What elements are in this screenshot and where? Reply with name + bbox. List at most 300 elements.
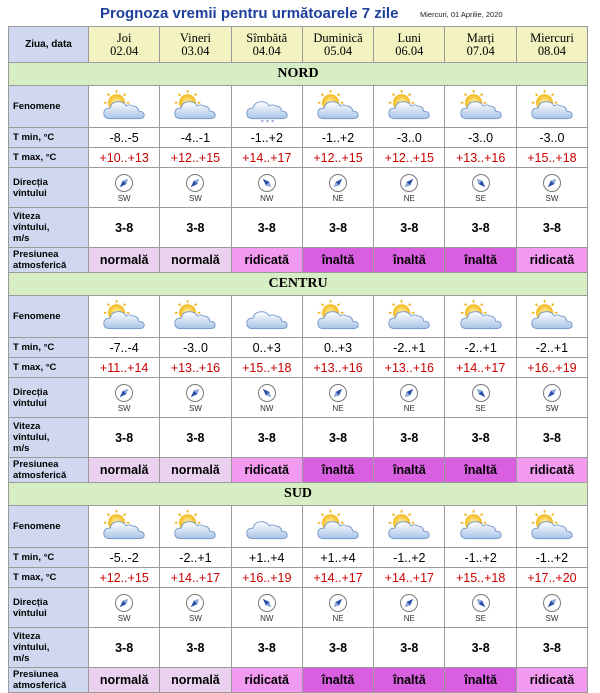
row-label	[9, 128, 89, 148]
phenomena-cell	[374, 506, 445, 548]
compass-arrow-icon	[399, 593, 419, 613]
pressure-value: ridicată	[516, 458, 587, 483]
tmax-value: +13..+16	[302, 358, 373, 378]
row-label-text: Fenomene	[13, 521, 61, 532]
wind-direction-label: SW	[189, 193, 202, 203]
tmin-value: -1..+2	[231, 128, 302, 148]
wind-speed-row	[9, 208, 588, 248]
row-label	[9, 418, 89, 458]
row-label-text: Viteza	[13, 421, 41, 432]
day-header	[231, 27, 302, 63]
row-label-text: Presiunea	[13, 459, 59, 470]
row-label	[9, 338, 89, 358]
wind-direction	[160, 593, 230, 623]
sun-cloud-icon	[160, 90, 230, 124]
phenomena-cell	[231, 296, 302, 338]
wind-direction	[160, 383, 230, 413]
tmax-value: +13..+16	[374, 358, 445, 378]
wind-direction	[303, 593, 373, 623]
wind-direction-label: SW	[545, 613, 559, 623]
wind-speed-value: 3-8	[374, 418, 445, 458]
row-label-text: atmosferică	[13, 470, 67, 481]
region-name: CENTRU	[9, 273, 588, 296]
day-date: 08.04	[537, 43, 566, 58]
pressure-value: normală	[89, 248, 160, 273]
wind-direction-label: SW	[117, 403, 131, 413]
pressure-value: normală	[160, 458, 231, 483]
wind-direction-cell	[89, 168, 160, 208]
compass-arrow-icon	[542, 593, 562, 613]
wind-direction	[374, 173, 444, 203]
day-date: 05.04	[323, 43, 353, 58]
row-label	[9, 208, 89, 248]
wind-speed-row	[9, 418, 588, 458]
day-name: Miercuri	[530, 30, 574, 45]
wind-direction-cell	[445, 588, 516, 628]
tmax-value: +16..+19	[231, 568, 302, 588]
wind-direction	[303, 383, 373, 413]
sun-cloud-icon	[445, 510, 515, 544]
sun-cloud-icon	[89, 510, 159, 544]
wind-direction-label: SW	[117, 193, 131, 203]
tmin-value: -4..-1	[160, 128, 231, 148]
wind-direction-label: NE	[403, 193, 415, 203]
region-name: NORD	[9, 63, 588, 86]
row-label	[9, 458, 89, 483]
sun-cloud-icon	[374, 90, 444, 124]
tmin-value: -3..0	[374, 128, 445, 148]
tmin-value: -3..0	[445, 128, 516, 148]
wind-direction-label: NE	[332, 193, 344, 203]
compass-arrow-icon	[328, 173, 348, 193]
wind-direction-cell	[231, 378, 302, 418]
tmax-value: +14..+17	[302, 568, 373, 588]
wind-direction-cell	[160, 588, 231, 628]
wind-speed-value: 3-8	[302, 628, 373, 668]
wind-direction-cell	[231, 168, 302, 208]
wind-speed-value: 3-8	[516, 418, 587, 458]
phenomena-cell	[516, 506, 587, 548]
phenomena-row	[9, 86, 588, 128]
tmin-value: -1..+2	[374, 548, 445, 568]
row-label	[9, 168, 89, 208]
tmax-value: +12..+15	[89, 568, 160, 588]
compass-arrow-icon	[114, 383, 134, 403]
row-label	[9, 86, 89, 128]
phenomena-cell	[445, 86, 516, 128]
phenomena-cell	[231, 86, 302, 128]
wind-direction	[517, 593, 587, 623]
wind-direction	[89, 173, 159, 203]
wind-direction-label: NE	[403, 613, 415, 623]
row-label-text: T max, °C	[13, 152, 57, 163]
phenomena-cell	[516, 296, 587, 338]
pressure-value: înaltă	[445, 248, 516, 273]
tmax-value: +14..+17	[374, 568, 445, 588]
tmax-value: +14..+17	[445, 358, 516, 378]
day-header	[374, 27, 445, 63]
wind-direction	[89, 593, 159, 623]
wind-speed-value: 3-8	[445, 208, 516, 248]
pressure-value: înaltă	[302, 668, 373, 693]
tmin-value: +1..+4	[231, 548, 302, 568]
wind-speed-value: 3-8	[89, 208, 160, 248]
wind-direction	[517, 173, 587, 203]
compass-arrow-icon	[471, 383, 491, 403]
row-label	[9, 548, 89, 568]
wind-speed-value: 3-8	[374, 208, 445, 248]
tmin-value: -3..0	[516, 128, 587, 148]
wind-direction	[445, 173, 515, 203]
sun-cloud-icon	[374, 510, 444, 544]
wind-direction-label: SE	[475, 193, 486, 203]
days-header-label: Ziua, data	[9, 27, 89, 63]
wind-direction-label: SE	[475, 403, 486, 413]
tmax-value: +13..+16	[445, 148, 516, 168]
tmin-value: -2..+1	[374, 338, 445, 358]
sun-cloud-icon	[303, 300, 373, 334]
phenomena-cell	[302, 86, 373, 128]
compass-arrow-icon	[399, 383, 419, 403]
tmin-row	[9, 128, 588, 148]
tmax-row	[9, 568, 588, 588]
pressure-value: normală	[160, 668, 231, 693]
compass-arrow-icon	[257, 593, 277, 613]
wind-speed-value: 3-8	[160, 628, 231, 668]
phenomena-cell	[160, 506, 231, 548]
wind-speed-value: 3-8	[516, 628, 587, 668]
tmax-value: +14..+17	[231, 148, 302, 168]
tmin-value: 0..+3	[302, 338, 373, 358]
row-label	[9, 506, 89, 548]
wind-direction-cell	[516, 168, 587, 208]
wind-direction-cell	[302, 378, 373, 418]
region-header-row	[9, 273, 588, 296]
day-header	[445, 27, 516, 63]
wind-direction-label: SE	[475, 613, 486, 623]
tmin-value: -2..+1	[516, 338, 587, 358]
compass-arrow-icon	[114, 593, 134, 613]
wind-direction-cell	[516, 378, 587, 418]
wind-direction-label: NW	[260, 403, 274, 413]
row-label	[9, 568, 89, 588]
compass-arrow-icon	[114, 173, 134, 193]
sun-cloud-icon	[89, 90, 159, 124]
wind-direction-cell	[89, 588, 160, 628]
tmax-value: +15..+18	[516, 148, 587, 168]
pressure-value: ridicată	[231, 458, 302, 483]
row-label-text: vîntului	[13, 187, 47, 199]
compass-arrow-icon	[257, 173, 277, 193]
tmax-row	[9, 148, 588, 168]
phenomena-cell	[160, 86, 231, 128]
row-label-text: T min, °C	[13, 342, 55, 353]
wind-direction	[445, 593, 515, 623]
issue-date: Miercuri, 01 Aprilie, 2020	[420, 10, 503, 19]
compass-arrow-icon	[328, 383, 348, 403]
row-label-text: Fenomene	[13, 101, 61, 112]
tmax-value: +10..+13	[89, 148, 160, 168]
wind-direction	[517, 383, 587, 413]
tmin-value: -2..+1	[445, 338, 516, 358]
day-date: 04.04	[252, 43, 281, 58]
cloud-icon	[232, 300, 302, 334]
day-header	[160, 27, 231, 63]
wind-direction-cell	[89, 378, 160, 418]
tmin-row	[9, 548, 588, 568]
phenomena-cell	[374, 296, 445, 338]
phenomena-cell	[231, 506, 302, 548]
tmax-row	[9, 358, 588, 378]
row-label-text: vîntului,	[13, 642, 50, 653]
day-name: Sîmbătă	[246, 30, 288, 45]
pressure-value: normală	[89, 458, 160, 483]
tmax-value: +17..+20	[516, 568, 587, 588]
sun-cloud-icon	[445, 90, 515, 124]
row-label-text: vîntului,	[13, 222, 50, 233]
wind-direction-cell	[160, 378, 231, 418]
wind-direction-label: NE	[332, 613, 344, 623]
wind-direction-label: SW	[545, 193, 559, 203]
sun-cloud-icon	[160, 300, 230, 334]
wind-speed-value: 3-8	[160, 418, 231, 458]
wind-speed-value: 3-8	[445, 628, 516, 668]
wind-direction-label: SW	[189, 403, 202, 413]
sun-cloud-icon	[517, 510, 587, 544]
day-date: 02.04	[110, 43, 139, 58]
wind-direction	[232, 593, 302, 623]
pressure-value: înaltă	[374, 248, 445, 273]
wind-direction-label: NE	[332, 403, 344, 413]
compass-arrow-icon	[185, 173, 205, 193]
day-name: Marți	[466, 30, 495, 45]
day-name: Joi	[116, 30, 132, 45]
region-header-row	[9, 63, 588, 86]
phenomena-row	[9, 296, 588, 338]
row-label-text: m/s	[13, 233, 30, 244]
wind-direction-cell	[231, 588, 302, 628]
wind-speed-value: 3-8	[89, 418, 160, 458]
sun-cloud-icon	[303, 90, 373, 124]
wind-direction	[374, 383, 444, 413]
day-date: 07.04	[466, 43, 495, 58]
wind-direction-cell	[374, 378, 445, 418]
days-header-row	[9, 27, 588, 63]
row-label-text: vîntului	[13, 397, 47, 409]
wind-speed-value: 3-8	[231, 628, 302, 668]
wind-direction	[232, 383, 302, 413]
tmin-value: -1..+2	[302, 128, 373, 148]
compass-arrow-icon	[471, 593, 491, 613]
wind-speed-value: 3-8	[302, 418, 373, 458]
tmin-value: 0..+3	[231, 338, 302, 358]
row-label-text: T min, °C	[13, 132, 55, 143]
compass-arrow-icon	[328, 593, 348, 613]
wind-direction-row	[9, 378, 588, 418]
pressure-value: înaltă	[374, 458, 445, 483]
row-label-text: Fenomene	[13, 311, 61, 322]
svg-text:* * *: * * *	[260, 117, 274, 124]
row-label-text: Direcția	[13, 176, 48, 188]
row-label-text: Presiunea	[13, 669, 59, 680]
tmax-value: +14..+17	[160, 568, 231, 588]
day-date: 06.04	[395, 43, 424, 58]
tmin-row	[9, 338, 588, 358]
cloud-icon	[232, 510, 302, 544]
wind-speed-row	[9, 628, 588, 668]
cloud-snow-icon	[232, 90, 302, 124]
tmax-value: +15..+18	[231, 358, 302, 378]
row-label-text: Direcția	[13, 386, 48, 398]
tmax-value: +13..+16	[160, 358, 231, 378]
sun-cloud-icon	[89, 300, 159, 334]
day-date: 03.04	[181, 43, 210, 58]
page-title: Prognoza vremii pentru următoarele 7 zile	[100, 5, 399, 22]
row-label-text: atmosferică	[13, 680, 67, 691]
wind-direction-cell	[302, 168, 373, 208]
row-label	[9, 628, 89, 668]
tmax-value: +11..+14	[89, 358, 160, 378]
day-header	[516, 27, 587, 63]
day-name: Duminică	[313, 30, 363, 45]
row-label	[9, 148, 89, 168]
wind-direction-cell	[160, 168, 231, 208]
row-label-text: Viteza	[13, 211, 41, 222]
sun-cloud-icon	[517, 300, 587, 334]
row-label-text: atmosferică	[13, 260, 67, 271]
wind-direction	[303, 173, 373, 203]
wind-speed-value: 3-8	[231, 208, 302, 248]
phenomena-cell	[89, 86, 160, 128]
wind-speed-value: 3-8	[160, 208, 231, 248]
phenomena-cell	[302, 506, 373, 548]
phenomena-cell	[374, 86, 445, 128]
wind-direction-label: NW	[260, 193, 274, 203]
row-label	[9, 248, 89, 273]
pressure-value: ridicată	[516, 668, 587, 693]
compass-arrow-icon	[542, 383, 562, 403]
row-label	[9, 378, 89, 418]
row-label-text: T max, °C	[13, 572, 57, 583]
wind-direction	[445, 383, 515, 413]
region-name: SUD	[9, 483, 588, 506]
row-label-text: Direcția	[13, 596, 48, 608]
sun-cloud-icon	[374, 300, 444, 334]
wind-direction	[232, 173, 302, 203]
wind-direction-cell	[374, 168, 445, 208]
tmin-value: -3..0	[160, 338, 231, 358]
compass-arrow-icon	[542, 173, 562, 193]
row-label-text: m/s	[13, 653, 30, 664]
tmin-value: -1..+2	[516, 548, 587, 568]
wind-direction-row	[9, 168, 588, 208]
day-header	[302, 27, 373, 63]
row-label-text: vîntului	[13, 607, 47, 619]
row-label-text: vîntului,	[13, 432, 50, 443]
wind-direction	[89, 383, 159, 413]
tmin-value: -1..+2	[445, 548, 516, 568]
forecast-table	[8, 26, 588, 693]
wind-direction-cell	[516, 588, 587, 628]
pressure-value: înaltă	[302, 458, 373, 483]
phenomena-cell	[445, 296, 516, 338]
wind-direction-label: SW	[545, 403, 559, 413]
phenomena-cell	[160, 296, 231, 338]
row-label-text: T max, °C	[13, 362, 57, 373]
phenomena-cell	[516, 86, 587, 128]
tmax-value: +12..+15	[160, 148, 231, 168]
wind-direction	[160, 173, 230, 203]
wind-speed-value: 3-8	[302, 208, 373, 248]
pressure-row	[9, 458, 588, 483]
wind-direction-label: SW	[189, 613, 202, 623]
wind-speed-value: 3-8	[516, 208, 587, 248]
phenomena-row	[9, 506, 588, 548]
wind-direction-label: NE	[403, 403, 415, 413]
wind-speed-value: 3-8	[445, 418, 516, 458]
day-name: Luni	[397, 30, 422, 45]
compass-arrow-icon	[399, 173, 419, 193]
pressure-value: înaltă	[445, 668, 516, 693]
wind-speed-value: 3-8	[374, 628, 445, 668]
day-header	[89, 27, 160, 63]
pressure-value: ridicată	[516, 248, 587, 273]
wind-direction-label: SW	[117, 613, 131, 623]
tmin-value: -7..-4	[89, 338, 160, 358]
pressure-value: normală	[160, 248, 231, 273]
pressure-value: ridicată	[231, 668, 302, 693]
compass-arrow-icon	[257, 383, 277, 403]
tmax-value: +16..+19	[516, 358, 587, 378]
wind-speed-value: 3-8	[231, 418, 302, 458]
sun-cloud-icon	[445, 300, 515, 334]
row-label	[9, 296, 89, 338]
sun-cloud-icon	[517, 90, 587, 124]
wind-direction-cell	[374, 588, 445, 628]
wind-direction-row	[9, 588, 588, 628]
pressure-value: normală	[89, 668, 160, 693]
pressure-value: înaltă	[374, 668, 445, 693]
wind-speed-value: 3-8	[89, 628, 160, 668]
phenomena-cell	[302, 296, 373, 338]
tmin-value: -8..-5	[89, 128, 160, 148]
pressure-value: ridicată	[231, 248, 302, 273]
wind-direction	[374, 593, 444, 623]
wind-direction-cell	[445, 378, 516, 418]
region-header-row	[9, 483, 588, 506]
wind-direction-cell	[302, 588, 373, 628]
day-name: Vineri	[179, 30, 212, 45]
pressure-row	[9, 248, 588, 273]
phenomena-cell	[89, 296, 160, 338]
tmax-value: +12..+15	[374, 148, 445, 168]
compass-arrow-icon	[185, 383, 205, 403]
row-label	[9, 668, 89, 693]
tmax-value: +15..+18	[445, 568, 516, 588]
pressure-row	[9, 668, 588, 693]
pressure-value: înaltă	[445, 458, 516, 483]
wind-direction-cell	[445, 168, 516, 208]
row-label-text: Viteza	[13, 631, 41, 642]
sun-cloud-icon	[160, 510, 230, 544]
tmin-value: -5..-2	[89, 548, 160, 568]
row-label-text: Presiunea	[13, 249, 59, 260]
pressure-value: înaltă	[302, 248, 373, 273]
compass-arrow-icon	[185, 593, 205, 613]
phenomena-cell	[445, 506, 516, 548]
compass-arrow-icon	[471, 173, 491, 193]
row-label	[9, 358, 89, 378]
